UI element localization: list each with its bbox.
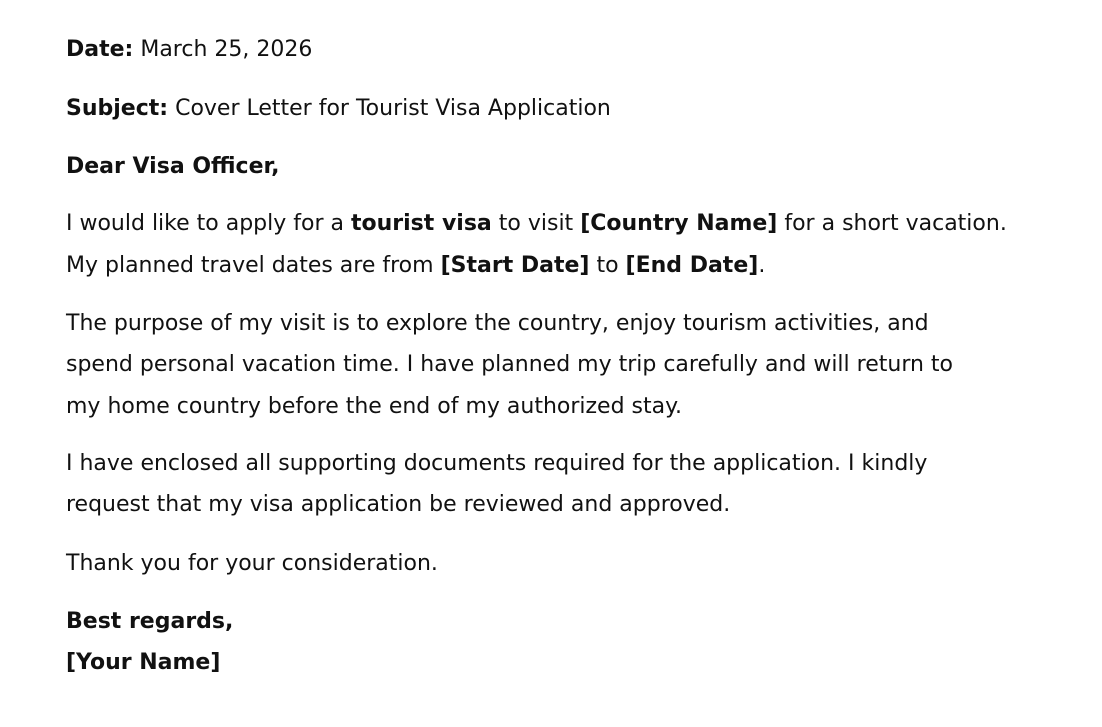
salutation-text: Dear Visa Officer, [66, 154, 280, 179]
subject-line [66, 88, 611, 129]
paragraph-1-line-1 [66, 203, 1007, 244]
paragraph-2-line-1: The purpose of my visit is to explore the country, enjoy tourism activities, and [66, 311, 929, 336]
p1-text: My planned travel dates are from [66, 253, 441, 278]
p1-text: for a short vacation. [777, 211, 1007, 236]
p1-text: to visit [491, 211, 581, 236]
p1-visa-type: tourist visa [351, 211, 492, 236]
salutation [66, 146, 280, 187]
thanks-line: Thank you for your consideration. [66, 551, 438, 576]
p1-end-date-placeholder: [End Date] [625, 253, 759, 278]
paragraph-3-line-1: I have enclosed all supporting documents required for the application. I kindly [66, 451, 928, 476]
paragraph-3-line-2: request that my visa application be reviewed and approved. [66, 492, 731, 517]
p1-country-placeholder: [Country Name] [580, 211, 778, 236]
p1-text: I would like to apply for a [66, 211, 351, 236]
date-label: Date: [66, 37, 134, 62]
p1-text: . [758, 253, 766, 278]
date-line [66, 29, 312, 70]
paragraph-2-line-3: my home country before the end of my authorized stay. [66, 394, 682, 419]
signature-line [66, 642, 220, 683]
signature-placeholder: [Your Name] [66, 650, 221, 675]
p1-text: to [589, 253, 626, 278]
date-value: March 25, 2026 [140, 37, 313, 62]
subject-label: Subject: [66, 96, 169, 121]
paragraph-1-line-2 [66, 245, 765, 286]
paragraph-2-line-2: spend personal vacation time. I have planned my trip carefully and will return to [66, 352, 953, 377]
subject-value: Cover Letter for Tourist Visa Application [175, 96, 611, 121]
closing-text: Best regards, [66, 609, 234, 634]
p1-start-date-placeholder: [Start Date] [440, 253, 590, 278]
closing-line [66, 601, 233, 642]
